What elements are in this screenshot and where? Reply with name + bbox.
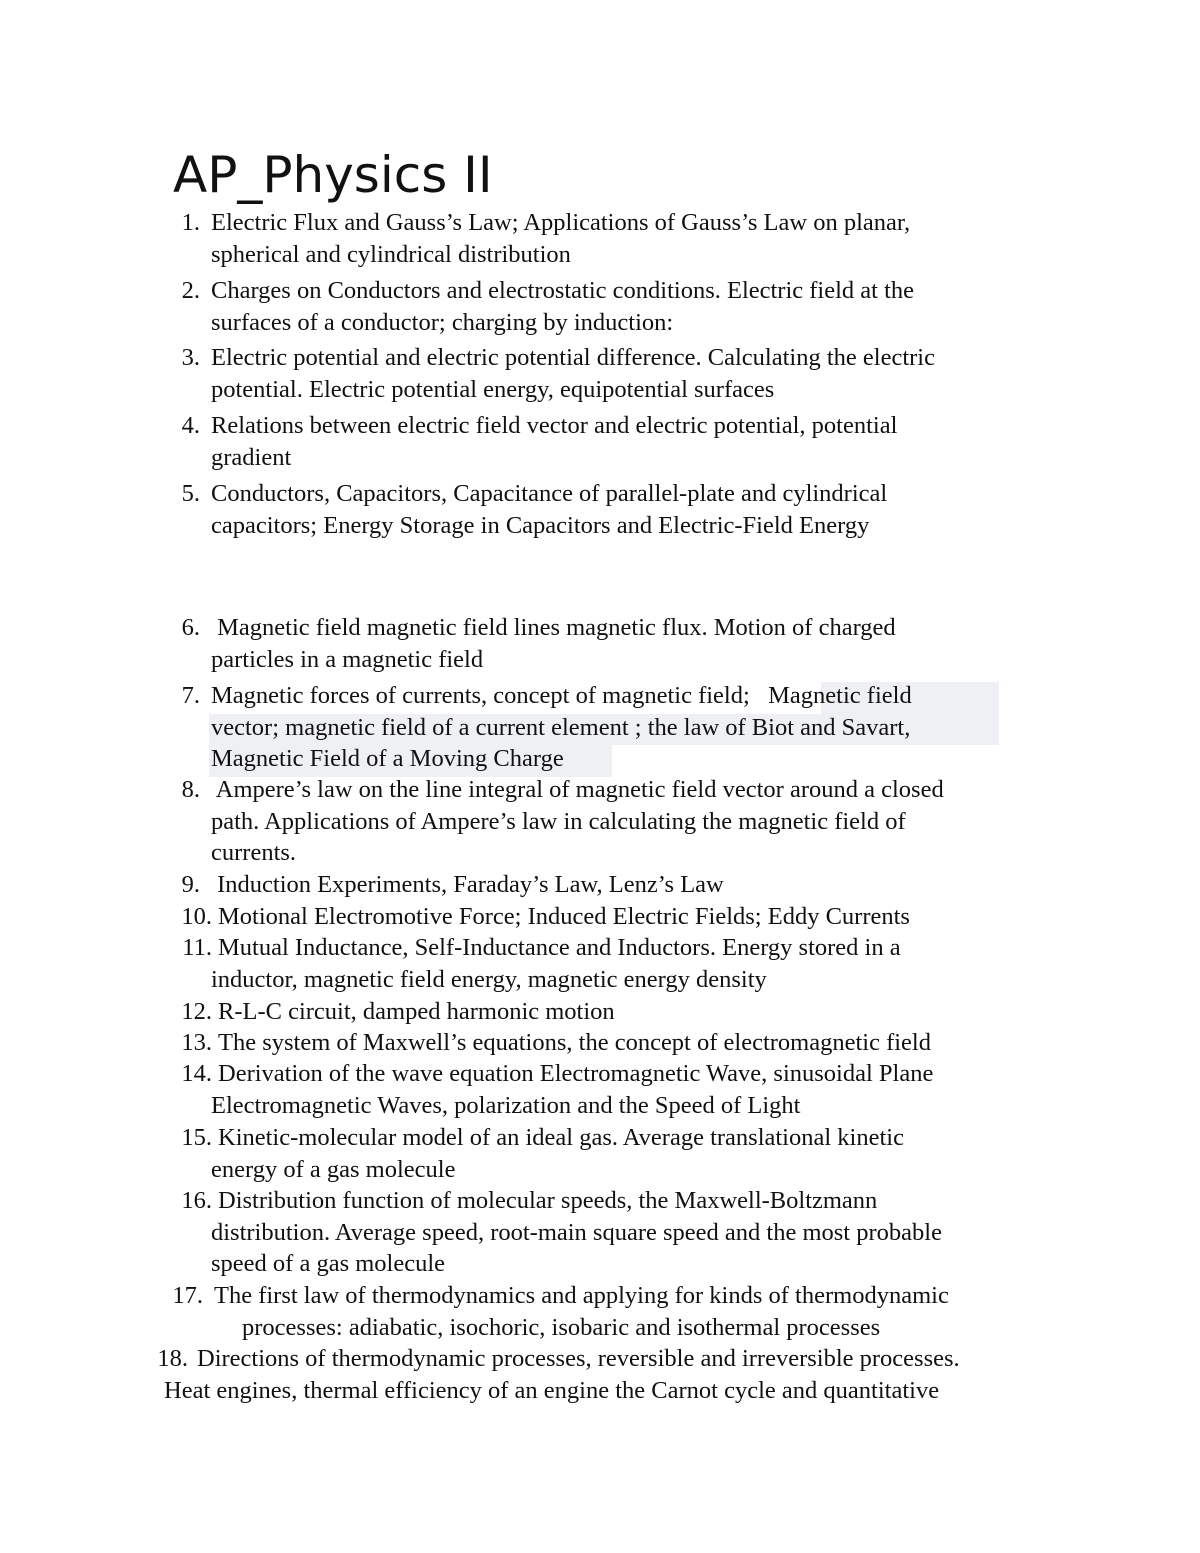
list-item-text: Magnetic forces of currents, concept of magnetic field; Magnetic field <box>211 682 912 709</box>
list-item-text: Ampere’s law on the line integral of magnetic field vector around a closed <box>211 776 944 803</box>
list-item-number: 3. <box>181 344 200 371</box>
list-item-text: processes: adiabatic, isochoric, isobaric and isothermal processes <box>242 1313 881 1341</box>
list-item-number: 2. <box>181 277 200 304</box>
list-item-text: energy of a gas molecule <box>211 1155 456 1183</box>
list-item-text: capacitors; Energy Storage in Capacitors and Electric-Field Energy <box>211 511 870 539</box>
list-item-number: 4. <box>181 412 200 439</box>
list-item-text: Charges on Conductors and electrostatic conditions. Electric field at the <box>211 277 915 304</box>
list-item-text: particles in a magnetic field <box>211 645 484 673</box>
list-item-number: 13. <box>181 1029 212 1056</box>
list-item-text: Magnetic Field of a Moving Charge <box>211 745 564 772</box>
list-item-text: vector; magnetic field of a current element ; the law of Biot and Savart, <box>211 713 911 741</box>
list-item-number: 15. <box>181 1124 212 1151</box>
list-item-text: distribution. Average speed, root-main square speed and the most probable <box>211 1218 942 1246</box>
list-item-text: Distribution function of molecular speeds, the Maxwell-Boltzmann <box>218 1187 878 1214</box>
list-item-number: 9. <box>181 871 200 898</box>
list-item-text: Electromagnetic Waves, polarization and the Speed of Light <box>211 1091 801 1119</box>
list-item-number: 16. <box>181 1187 212 1214</box>
list-item-text: Induction Experiments, Faraday’s Law, Lenz’s Law <box>211 871 724 898</box>
page-title: AP_Physics II <box>173 146 493 204</box>
list-item-text: currents. <box>211 839 297 866</box>
list-item-text: Heat engines, thermal efficiency of an engine the Carnot cycle and quantitative <box>164 1376 940 1404</box>
list-item-number: 8. <box>181 776 200 803</box>
list-item-text: Mutual Inductance, Self-Inductance and Inductors. Energy stored in a <box>218 934 901 961</box>
list-item-text: gradient <box>211 443 292 471</box>
list-item-text: potential. Electric potential energy, equipotential surfaces <box>211 375 775 403</box>
list-item-text: inductor, magnetic field energy, magnetic energy density <box>211 965 767 993</box>
list-item-text: The first law of thermodynamics and applying for kinds of thermodynamic <box>214 1282 949 1309</box>
list-item-text: Electric potential and electric potential difference. Calculating the electric <box>211 344 935 371</box>
list-item-text: The system of Maxwell’s equations, the concept of electromagnetic field <box>218 1029 931 1056</box>
list-item-number: 10. <box>181 903 212 930</box>
list-item-number: 1. <box>181 209 200 236</box>
list-item-text: Derivation of the wave equation Electromagnetic Wave, sinusoidal Plane <box>218 1060 934 1087</box>
list-item-text: Motional Electromotive Force; Induced Electric Fields; Eddy Currents <box>218 903 910 930</box>
list-item-text: R-L-C circuit, damped harmonic motion <box>218 998 615 1025</box>
list-item-text: Magnetic field magnetic field lines magnetic flux. Motion of charged <box>211 614 896 641</box>
list-item-text: Relations between electric field vector and electric potential, potential <box>211 412 898 439</box>
list-item-text: path. Applications of Ampere’s law in calculating the magnetic field of <box>211 807 906 835</box>
list-item-number: 7. <box>181 682 200 709</box>
list-item-number: 11. <box>182 934 212 961</box>
list-item-number: 14. <box>181 1060 212 1087</box>
list-item-number: 18. <box>157 1345 188 1372</box>
list-item-number: 6. <box>181 614 200 641</box>
list-item-number: 17. <box>172 1282 203 1309</box>
list-item-text: Electric Flux and Gauss’s Law; Applications of Gauss’s Law on planar, <box>211 209 911 236</box>
list-item-text: spherical and cylindrical distribution <box>211 240 571 268</box>
list-item-number: 5. <box>181 480 200 507</box>
list-item-number: 12. <box>181 998 212 1025</box>
list-item-text: Conductors, Capacitors, Capacitance of parallel-plate and cylindrical <box>211 480 888 507</box>
list-item-text: Directions of thermodynamic processes, reversible and irreversible processes. <box>197 1345 960 1372</box>
list-item-text: Kinetic-molecular model of an ideal gas. Average translational kinetic <box>218 1124 904 1151</box>
list-item-text: surfaces of a conductor; charging by induction: <box>211 308 674 336</box>
list-item-text: speed of a gas molecule <box>211 1250 446 1277</box>
